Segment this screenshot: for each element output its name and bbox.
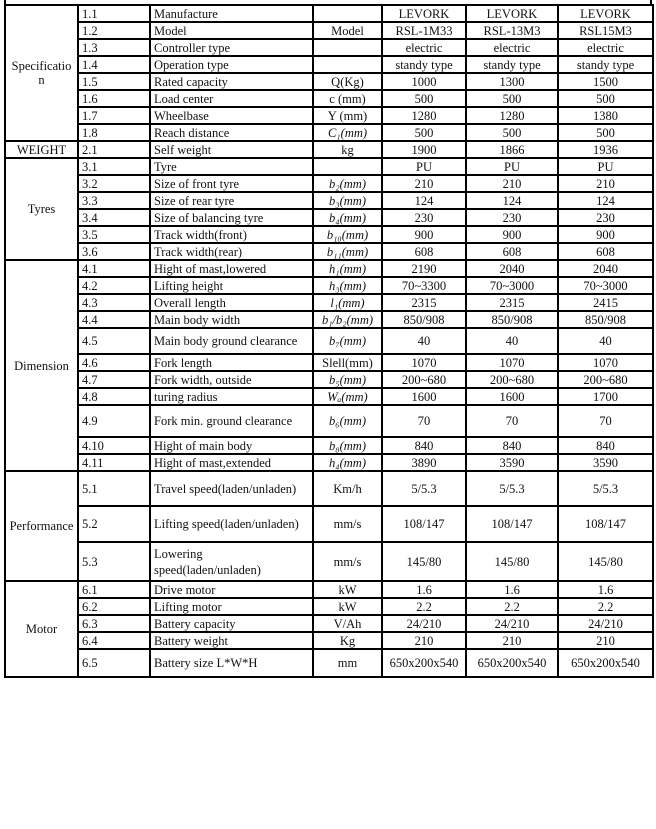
row-number: 3.2	[78, 175, 150, 192]
unit	[313, 294, 382, 311]
item-name: Size of front tyre	[150, 175, 313, 192]
value-model-2: PU	[466, 158, 558, 175]
table-row	[5, 354, 653, 371]
unit: kW	[313, 598, 382, 615]
value-model-1: 40	[382, 328, 466, 354]
value-model-2: 1866	[466, 141, 558, 158]
value-model-3: 70~3000	[558, 277, 653, 294]
unit: Kg	[313, 632, 382, 649]
value-model-2: 1300	[466, 73, 558, 90]
unit	[313, 454, 382, 471]
unit	[313, 124, 382, 141]
item-name: Main body width	[150, 311, 313, 328]
unit: kW	[313, 581, 382, 598]
group-label-weight: WEIGHT	[5, 141, 78, 158]
value-model-2: 840	[466, 437, 558, 454]
spec-table	[4, 4, 654, 678]
value-model-3: 1380	[558, 107, 653, 124]
value-model-1: 24/210	[382, 615, 466, 632]
row-number: 1.7	[78, 107, 150, 124]
item-name: Overall length	[150, 294, 313, 311]
unit-symbol: b₃(mm)	[329, 193, 366, 208]
value-model-2: 1070	[466, 354, 558, 371]
table-row	[5, 311, 653, 328]
unit	[313, 209, 382, 226]
item-name: Battery capacity	[150, 615, 313, 632]
value-model-3: 850/908	[558, 311, 653, 328]
value-model-3: 650x200x540	[558, 649, 653, 677]
unit-symbol: h₁(mm)	[329, 261, 366, 276]
unit-symbol: h₄(mm)	[329, 455, 366, 470]
row-number: 4.10	[78, 437, 150, 454]
unit: Q(Kg)	[313, 73, 382, 90]
value-model-1: 608	[382, 243, 466, 260]
unit	[313, 260, 382, 277]
value-model-1: 650x200x540	[382, 649, 466, 677]
value-model-2: 70	[466, 405, 558, 437]
value-model-1: 1070	[382, 354, 466, 371]
value-model-1: 230	[382, 209, 466, 226]
table-row	[5, 649, 653, 677]
value-model-2: 500	[466, 124, 558, 141]
value-model-1: 1000	[382, 73, 466, 90]
item-name: Size of balancing tyre	[150, 209, 313, 226]
table-row	[5, 328, 653, 354]
value-model-1: LEVORK	[382, 5, 466, 22]
value-model-2: electric	[466, 39, 558, 56]
row-number: 4.6	[78, 354, 150, 371]
table-row	[5, 454, 653, 471]
item-name: Lifting speed(laden/unladen)	[150, 506, 313, 542]
table-row	[5, 471, 653, 506]
unit: c (mm)	[313, 90, 382, 107]
unit	[313, 226, 382, 243]
unit: Y (mm)	[313, 107, 382, 124]
item-name: Reach distance	[150, 124, 313, 141]
table-row	[5, 506, 653, 542]
value-model-2: 608	[466, 243, 558, 260]
unit-symbol: b₈(mm)	[329, 438, 366, 453]
row-number: 2.1	[78, 141, 150, 158]
unit: Km/h	[313, 471, 382, 506]
item-name: Operation type	[150, 56, 313, 73]
item-name: Lifting height	[150, 277, 313, 294]
value-model-3: standy type	[558, 56, 653, 73]
value-model-3: 5/5.3	[558, 471, 653, 506]
table-row	[5, 388, 653, 405]
item-name: Lowering speed(laden/unladen)	[150, 542, 313, 581]
unit-symbol: b₁₁(mm)	[326, 244, 369, 259]
unit	[313, 175, 382, 192]
group-label-specification: Specificatio n	[5, 5, 78, 141]
value-model-3: 2040	[558, 260, 653, 277]
unit	[313, 39, 382, 56]
row-number: 6.5	[78, 649, 150, 677]
unit-symbol: Wₐ(mm)	[327, 389, 368, 404]
row-number: 3.5	[78, 226, 150, 243]
value-model-1: 1280	[382, 107, 466, 124]
value-model-2: 145/80	[466, 542, 558, 581]
table-row	[5, 260, 653, 277]
table-row	[5, 294, 653, 311]
table-row	[5, 39, 653, 56]
row-number: 3.3	[78, 192, 150, 209]
value-model-1: 850/908	[382, 311, 466, 328]
item-name: Controller type	[150, 39, 313, 56]
value-model-1: 210	[382, 175, 466, 192]
table-row	[5, 226, 653, 243]
value-model-1: 3890	[382, 454, 466, 471]
row-number: 4.11	[78, 454, 150, 471]
unit-symbol: C₁(mm)	[327, 125, 368, 140]
unit-symbol: b₄(mm)	[329, 210, 366, 225]
value-model-2: 124	[466, 192, 558, 209]
group-label-dimension: Dimension	[5, 260, 78, 471]
value-model-1: standy type	[382, 56, 466, 73]
unit-symbol: h₃(mm)	[329, 278, 366, 293]
value-model-1: 2190	[382, 260, 466, 277]
unit	[313, 192, 382, 209]
value-model-1: 500	[382, 90, 466, 107]
unit: kg	[313, 141, 382, 158]
item-name: Manufacture	[150, 5, 313, 22]
value-model-1: electric	[382, 39, 466, 56]
row-number: 1.4	[78, 56, 150, 73]
row-number: 6.3	[78, 615, 150, 632]
item-name: Tyre	[150, 158, 313, 175]
group-label-tyres: Tyres	[5, 158, 78, 260]
table-row	[5, 107, 653, 124]
table-row	[5, 192, 653, 209]
row-number: 1.3	[78, 39, 150, 56]
unit	[313, 277, 382, 294]
value-model-1: 1900	[382, 141, 466, 158]
value-model-1: 70~3300	[382, 277, 466, 294]
value-model-2: 900	[466, 226, 558, 243]
value-model-3: 608	[558, 243, 653, 260]
unit-symbol: b₅(mm)	[329, 372, 366, 387]
value-model-3: 840	[558, 437, 653, 454]
value-model-3: electric	[558, 39, 653, 56]
unit	[313, 437, 382, 454]
item-name: Load center	[150, 90, 313, 107]
value-model-3: 1.6	[558, 581, 653, 598]
unit: mm	[313, 649, 382, 677]
value-model-3: 210	[558, 175, 653, 192]
row-number: 4.7	[78, 371, 150, 388]
value-model-3: 210	[558, 632, 653, 649]
item-name: Lifting motor	[150, 598, 313, 615]
row-number: 5.1	[78, 471, 150, 506]
value-model-2: 210	[466, 175, 558, 192]
value-model-1: 500	[382, 124, 466, 141]
value-model-3: 3590	[558, 454, 653, 471]
unit-symbol: b₇(mm)	[329, 334, 366, 348]
value-model-1: 70	[382, 405, 466, 437]
table-row	[5, 581, 653, 598]
value-model-1: 200~680	[382, 371, 466, 388]
row-number: 4.1	[78, 260, 150, 277]
row-number: 5.2	[78, 506, 150, 542]
item-name: Fork min. ground clearance	[150, 405, 313, 437]
value-model-2: 200~680	[466, 371, 558, 388]
row-number: 4.4	[78, 311, 150, 328]
value-model-2: 24/210	[466, 615, 558, 632]
value-model-2: 2315	[466, 294, 558, 311]
value-model-3: 24/210	[558, 615, 653, 632]
unit-symbol: b₁₀(mm)	[326, 227, 369, 242]
item-name: Hight of mast,extended	[150, 454, 313, 471]
unit	[313, 371, 382, 388]
table-row	[5, 90, 653, 107]
value-model-1: 900	[382, 226, 466, 243]
table-row	[5, 175, 653, 192]
value-model-1: 5/5.3	[382, 471, 466, 506]
value-model-3: 1700	[558, 388, 653, 405]
value-model-2: 70~3000	[466, 277, 558, 294]
row-number: 4.3	[78, 294, 150, 311]
item-name: Track width(front)	[150, 226, 313, 243]
value-model-3: 500	[558, 90, 653, 107]
value-model-2: RSL-13M3	[466, 22, 558, 39]
item-name: Hight of main body	[150, 437, 313, 454]
value-model-3: RSL15M3	[558, 22, 653, 39]
table-row	[5, 5, 653, 22]
table-row	[5, 405, 653, 437]
value-model-1: 2.2	[382, 598, 466, 615]
table-row	[5, 22, 653, 39]
row-number: 6.4	[78, 632, 150, 649]
value-model-2: 230	[466, 209, 558, 226]
value-model-3: 1936	[558, 141, 653, 158]
value-model-1: 108/147	[382, 506, 466, 542]
unit	[313, 56, 382, 73]
row-number: 4.5	[78, 328, 150, 354]
value-model-3: 2.2	[558, 598, 653, 615]
value-model-2: 210	[466, 632, 558, 649]
value-model-2: 2.2	[466, 598, 558, 615]
table-row	[5, 73, 653, 90]
unit: mm/s	[313, 506, 382, 542]
value-model-3: 70	[558, 405, 653, 437]
value-model-3: PU	[558, 158, 653, 175]
row-number: 3.6	[78, 243, 150, 260]
table-row	[5, 632, 653, 649]
value-model-2: 500	[466, 90, 558, 107]
row-number: 4.2	[78, 277, 150, 294]
value-model-3: 230	[558, 209, 653, 226]
table-row	[5, 158, 653, 175]
item-name: Fork width, outside	[150, 371, 313, 388]
item-name: turing radius	[150, 388, 313, 405]
row-number: 3.1	[78, 158, 150, 175]
unit	[313, 388, 382, 405]
table-row	[5, 243, 653, 260]
table-row	[5, 615, 653, 632]
value-model-3: 500	[558, 124, 653, 141]
table-row	[5, 141, 653, 158]
item-name: Travel speed(laden/unladen)	[150, 471, 313, 506]
item-name: Drive motor	[150, 581, 313, 598]
value-model-2: 108/147	[466, 506, 558, 542]
value-model-3: 2415	[558, 294, 653, 311]
value-model-1: 2315	[382, 294, 466, 311]
row-number: 1.6	[78, 90, 150, 107]
item-name: Track width(rear)	[150, 243, 313, 260]
item-name: Size of rear tyre	[150, 192, 313, 209]
row-number: 1.8	[78, 124, 150, 141]
value-model-3: 900	[558, 226, 653, 243]
row-number: 6.1	[78, 581, 150, 598]
value-model-2: 2040	[466, 260, 558, 277]
unit-symbol: b₂(mm)	[329, 176, 366, 191]
value-model-1: 840	[382, 437, 466, 454]
item-name: Battery weight	[150, 632, 313, 649]
value-model-3: 124	[558, 192, 653, 209]
unit	[313, 243, 382, 260]
unit	[313, 158, 382, 175]
unit: mm/s	[313, 542, 382, 581]
unit-symbol: b₁/b₂(mm)	[321, 312, 374, 327]
row-number: 1.5	[78, 73, 150, 90]
item-name: Fork length	[150, 354, 313, 371]
value-model-2: 1280	[466, 107, 558, 124]
value-model-3: 145/80	[558, 542, 653, 581]
group-label-motor: Motor	[5, 581, 78, 677]
value-model-1: 124	[382, 192, 466, 209]
value-model-3: 200~680	[558, 371, 653, 388]
value-model-2: 850/908	[466, 311, 558, 328]
item-name: Self weight	[150, 141, 313, 158]
unit-symbol: b₆(mm)	[329, 414, 366, 428]
value-model-1: 1.6	[382, 581, 466, 598]
row-number: 5.3	[78, 542, 150, 581]
table-row	[5, 209, 653, 226]
value-model-1: 210	[382, 632, 466, 649]
row-number: 6.2	[78, 598, 150, 615]
item-name: Wheelbase	[150, 107, 313, 124]
value-model-3: 1500	[558, 73, 653, 90]
unit	[313, 5, 382, 22]
unit: Model	[313, 22, 382, 39]
item-name: Rated capacity	[150, 73, 313, 90]
table-row	[5, 56, 653, 73]
table-row	[5, 277, 653, 294]
row-number: 1.1	[78, 5, 150, 22]
row-number: 4.9	[78, 405, 150, 437]
row-number: 1.2	[78, 22, 150, 39]
value-model-3: 40	[558, 328, 653, 354]
value-model-2: standy type	[466, 56, 558, 73]
value-model-2: 650x200x540	[466, 649, 558, 677]
value-model-2: 5/5.3	[466, 471, 558, 506]
value-model-2: 1.6	[466, 581, 558, 598]
table-row	[5, 437, 653, 454]
value-model-2: LEVORK	[466, 5, 558, 22]
table-row	[5, 598, 653, 615]
value-model-1: 1600	[382, 388, 466, 405]
item-name: Model	[150, 22, 313, 39]
value-model-2: 40	[466, 328, 558, 354]
table-row	[5, 542, 653, 581]
unit-symbol: l₁(mm)	[330, 295, 365, 310]
row-number: 3.4	[78, 209, 150, 226]
value-model-1: RSL-1M33	[382, 22, 466, 39]
row-number: 4.8	[78, 388, 150, 405]
table-row	[5, 371, 653, 388]
value-model-3: LEVORK	[558, 5, 653, 22]
item-name: Main body ground clearance	[150, 328, 313, 354]
value-model-1: PU	[382, 158, 466, 175]
unit: Slell(mm)	[313, 354, 382, 371]
unit	[313, 311, 382, 328]
unit	[313, 405, 382, 437]
unit	[313, 328, 382, 354]
value-model-1: 145/80	[382, 542, 466, 581]
unit: V/Ah	[313, 615, 382, 632]
item-name: Hight of mast,lowered	[150, 260, 313, 277]
value-model-2: 3590	[466, 454, 558, 471]
group-label-performance: Performance	[5, 471, 78, 581]
value-model-3: 1070	[558, 354, 653, 371]
value-model-2: 1600	[466, 388, 558, 405]
item-name: Battery size L*W*H	[150, 649, 313, 677]
value-model-3: 108/147	[558, 506, 653, 542]
table-row	[5, 124, 653, 141]
